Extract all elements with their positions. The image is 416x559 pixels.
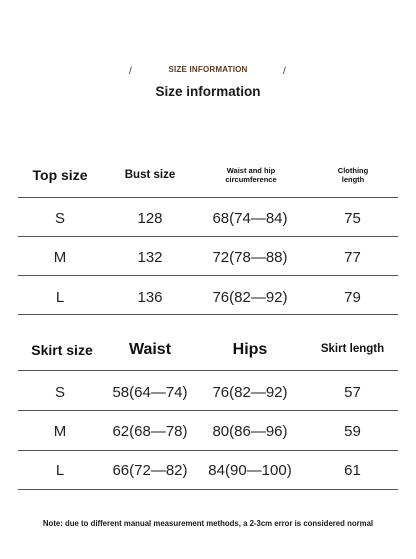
top-row-m-size: M (53, 249, 67, 266)
table-divider (18, 450, 398, 451)
top-header-waist-hip: Waist and hip circumference (225, 166, 277, 184)
skirt-row-m-hips: 80(86—96) (212, 423, 288, 440)
skirt-row-s-hips: 76(82—92) (212, 384, 288, 401)
table-divider (18, 410, 398, 411)
top-row-l-waist-hip: 76(82—92) (212, 289, 288, 306)
top-header-size: Top size (32, 167, 88, 183)
skirt-header-hips: Hips (232, 341, 268, 358)
skirt-row-l-length: 61 (344, 462, 361, 479)
decorative-slash-right: / (283, 66, 286, 77)
top-row-m-waist-hip: 72(78—88) (212, 249, 288, 266)
skirt-header-waist: Waist (128, 341, 172, 358)
skirt-row-m-length: 59 (344, 423, 361, 440)
skirt-header-length: Skirt length (320, 343, 385, 355)
measurement-note: Note: due to different manual measurement methods, a 2-3cm error is considered normal (42, 519, 374, 528)
skirt-row-s-size: S (54, 384, 65, 401)
skirt-row-m-size: M (53, 423, 67, 440)
top-row-l-bust: 136 (137, 289, 163, 306)
skirt-row-l-waist: 66(72—82) (112, 462, 188, 479)
top-row-s-waist-hip: 68(74—84) (212, 210, 288, 227)
section-subtitle: SIZE INFORMATION (168, 65, 248, 74)
top-header-bust: Bust size (124, 169, 176, 181)
top-row-m-bust: 132 (137, 249, 163, 266)
skirt-row-l-hips: 84(90—100) (208, 462, 292, 479)
skirt-header-size: Skirt size (31, 342, 93, 358)
table-divider (18, 275, 398, 276)
page-title: Size information (155, 84, 261, 99)
top-row-l-length: 79 (344, 289, 361, 306)
decorative-slash-left: / (129, 66, 132, 77)
skirt-row-l-size: L (55, 462, 65, 479)
top-row-m-length: 77 (344, 249, 361, 266)
skirt-row-s-waist: 58(64—74) (112, 384, 188, 401)
top-row-l-size: L (55, 289, 65, 306)
skirt-row-m-waist: 62(68—78) (112, 423, 188, 440)
table-divider (18, 314, 398, 315)
skirt-row-s-length: 57 (344, 384, 361, 401)
top-header-length: Clothing length (337, 166, 369, 184)
top-row-s-size: S (54, 210, 65, 227)
table-divider (18, 236, 398, 237)
table-divider (18, 370, 398, 371)
top-row-s-bust: 128 (137, 210, 163, 227)
top-row-s-length: 75 (344, 210, 361, 227)
table-divider (18, 489, 398, 490)
table-divider (18, 197, 398, 198)
